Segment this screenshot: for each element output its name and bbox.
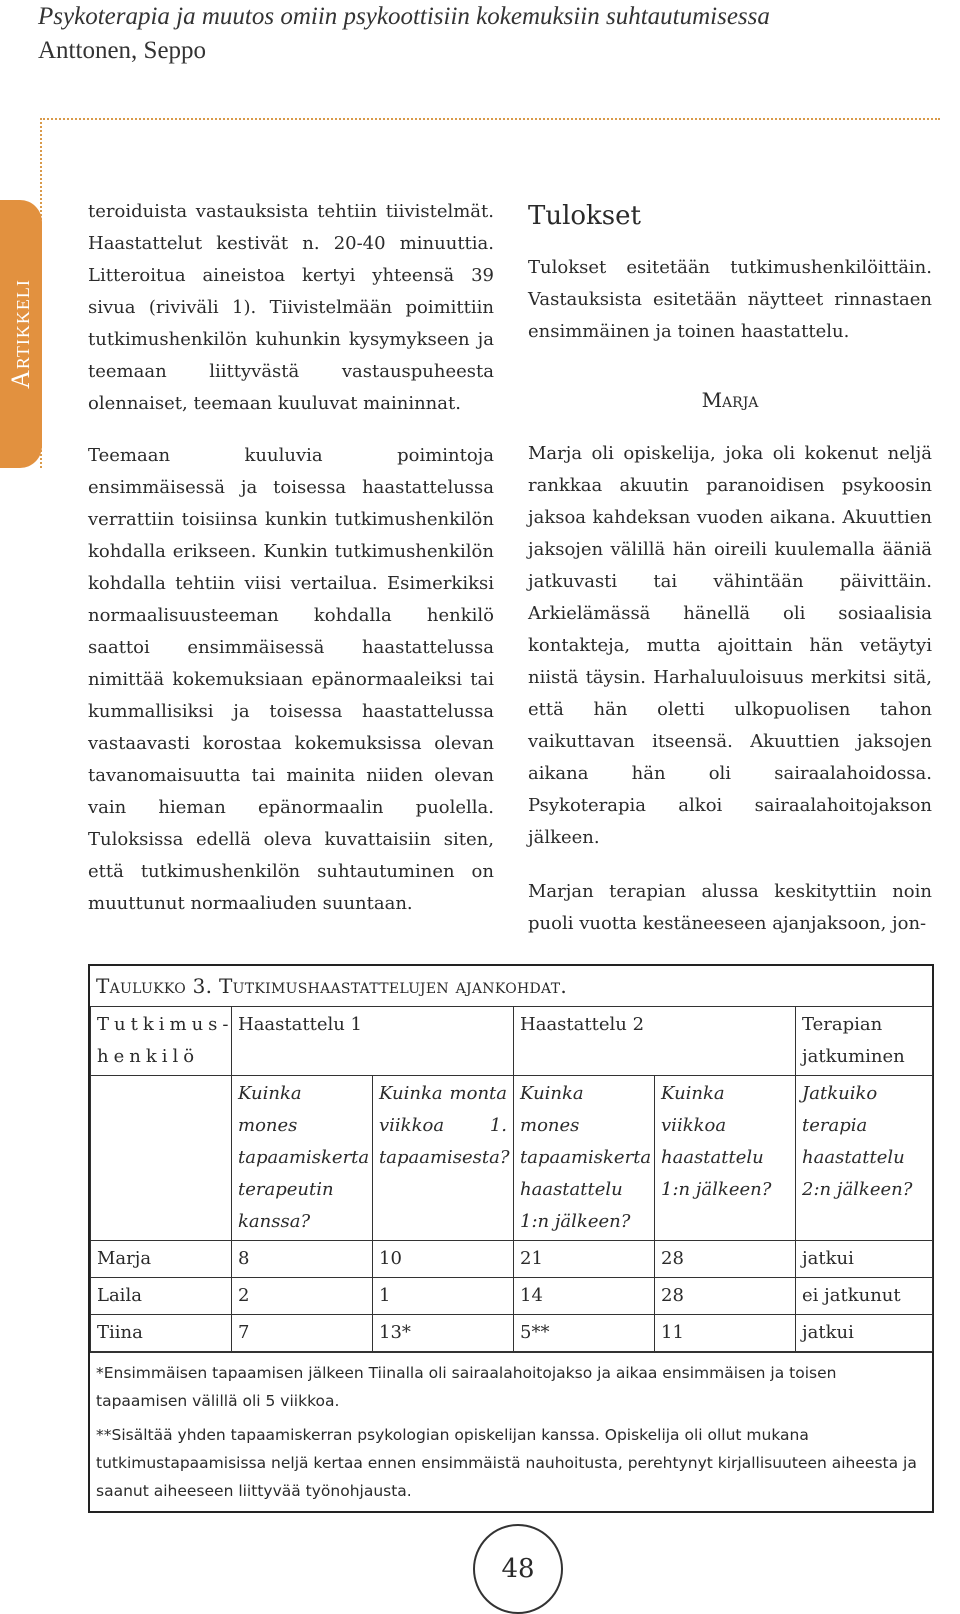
results-intro: Tulokset esitetään tutkimushenkilöittäin. Vastauksista esitetään näytteet rinnastaen ensimmäinen ja toinen haastattelu.	[528, 257, 932, 342]
row-cell: 11	[655, 1315, 796, 1352]
marja-paragraph-1: Marja oli opiskelija, joka oli kokenut neljä rankkaa akuutin paranoidisen psykoosin jaksoa kahdeksan vuoden aikana. Akuuttien jaksojen välillä hän oireili kuulemalla ääniä jatkuvasti tai vähintään päivittäin. Arkielämässä hänellä oli sosiaalisia kontakteja, mutta ajoittain hän vetäytyi niistä täysin. Harhaluuloisuus merkitsi sitä, että hän oletti ulkopuolisen tahon vaikuttavan itseensä. Akuuttien jaksojen aikana hän oli sairaalahoidossa. Psykoterapia alkoi sairaalahoitojakson jälkeen.	[528, 443, 932, 848]
row-cell: ei jatkunut	[796, 1278, 933, 1315]
empty-cell	[91, 1076, 232, 1241]
section-tab-label: Artikkeli	[6, 279, 35, 389]
left-paragraph-2: Teemaan kuuluvia poimintoja ensimmäisessä ja toisessa haastattelussa verrattiin toisiinsa kunkin tutkimushenkilön kohdalla erikseen. Kunkin tutkimushenkilön kohdalla tehtiin viisi vertailua. Esimerkiksi normaalisuusteeman kohdalla henkilö saattoi ensimmäisessä haastattelussa nimittää kokemuksiaan epänormaaleiksi tai kummallisiksi ja toisessa haastattelussa vastaavasti korostaa kokemuksissa olevan tavanomaisuutta tai mainita niiden olevan vain hieman epänormaalin puolella. Tuloksissa edellä oleva kuvattaisiin siten, että tutkimushenkilön suhtautuminen on muuttunut normaaliuden suuntaan.	[88, 445, 494, 914]
header-person: Tutkimus- henkilö	[91, 1007, 232, 1076]
table-note-1: *Ensimmäisen tapaamisen jälkeen Tiinalla oli sairaalahoitojakso ja aikaa ensimmäisen ja toisen tapaamisen välillä oli 5 viikkoa.	[96, 1364, 837, 1410]
table-notes	[90, 1352, 932, 1511]
row-cell: 10	[373, 1241, 514, 1278]
row-cell: 14	[514, 1278, 655, 1315]
header-therapy-continuation: Terapian jatkuminen	[796, 1007, 933, 1076]
page-number: 48	[473, 1524, 563, 1614]
table-3	[88, 964, 934, 1513]
row-cell: 8	[232, 1241, 373, 1278]
table-title: Taulukko 3. Tutkimushaastattelujen ajankohdat.	[96, 974, 567, 998]
header-interview-1: Haastattelu 1	[232, 1007, 514, 1076]
marja-subheading: Marja	[701, 388, 759, 412]
results-heading: Tulokset	[528, 201, 641, 231]
article-title: Psykoterapia ja muutos omiin psykoottisiin kokemuksiin suhtautumisessa	[38, 3, 770, 30]
row-cell: 28	[655, 1278, 796, 1315]
row-name: Marja	[91, 1241, 232, 1278]
question-1: Kuinka mones tapaamiskerta terapeutin kanssa?	[232, 1076, 373, 1241]
row-name: Laila	[91, 1278, 232, 1315]
question-4: Kuinka viikkoa haastattelu 1:n jälkeen?	[655, 1076, 796, 1241]
article-author: Anttonen, Seppo	[38, 37, 207, 64]
right-column	[528, 196, 932, 940]
question-5: Jatkuiko terapia haastattelu 2:n jälkeen?	[796, 1076, 933, 1241]
table-row	[91, 1315, 933, 1352]
table-row	[91, 1278, 933, 1315]
row-name: Tiina	[91, 1315, 232, 1352]
row-cell: 1	[373, 1278, 514, 1315]
dotted-rule-horizontal	[40, 118, 940, 120]
table-note-2: **Sisältää yhden tapaamiskerran psykologian opiskelijan kanssa. Opiskelija oli ollut mukana tutkimustapaamisissa neljä kertaa ennen ensimmäistä nauhoitusta, perehtynyt kirjallisuuteen aiheesta ja saanut aiheeseen liittyvää työnohjausta.	[96, 1426, 917, 1500]
row-cell: jatkui	[796, 1315, 933, 1352]
row-cell: 5**	[514, 1315, 655, 1352]
interview-timing-table	[90, 1006, 933, 1352]
left-column	[88, 196, 494, 920]
page-header	[38, 0, 938, 68]
table-row	[91, 1241, 933, 1278]
marja-paragraph-2: Marjan terapian alussa keskityttiin noin puoli vuotta kestäneeseen ajanjaksoon, jon-	[528, 881, 932, 934]
left-paragraph-1: teroiduista vastauksista tehtiin tiivistelmät. Haastattelut kestivät n. 20-40 minuuttia. Litteroitua aineistoa kertyi yhteensä 39 sivua (riviväli 1). Tiivistelmään poimittiin tutkimushenkilön kuhunkin kysymykseen ja teemaan liittyvästä vastauspuheesta olennaiset, teemaan kuuluvat maininnat.	[88, 201, 494, 414]
row-cell: 7	[232, 1315, 373, 1352]
question-2: Kuinka monta viikkoa 1. tapaamisesta?	[373, 1076, 514, 1241]
row-cell: 13*	[373, 1315, 514, 1352]
row-cell: jatkui	[796, 1241, 933, 1278]
row-cell: 28	[655, 1241, 796, 1278]
row-cell: 2	[232, 1278, 373, 1315]
header-interview-2: Haastattelu 2	[514, 1007, 796, 1076]
row-cell: 21	[514, 1241, 655, 1278]
question-3: Kuinka mones tapaamiskerta haastattelu 1:n jälkeen?	[514, 1076, 655, 1241]
